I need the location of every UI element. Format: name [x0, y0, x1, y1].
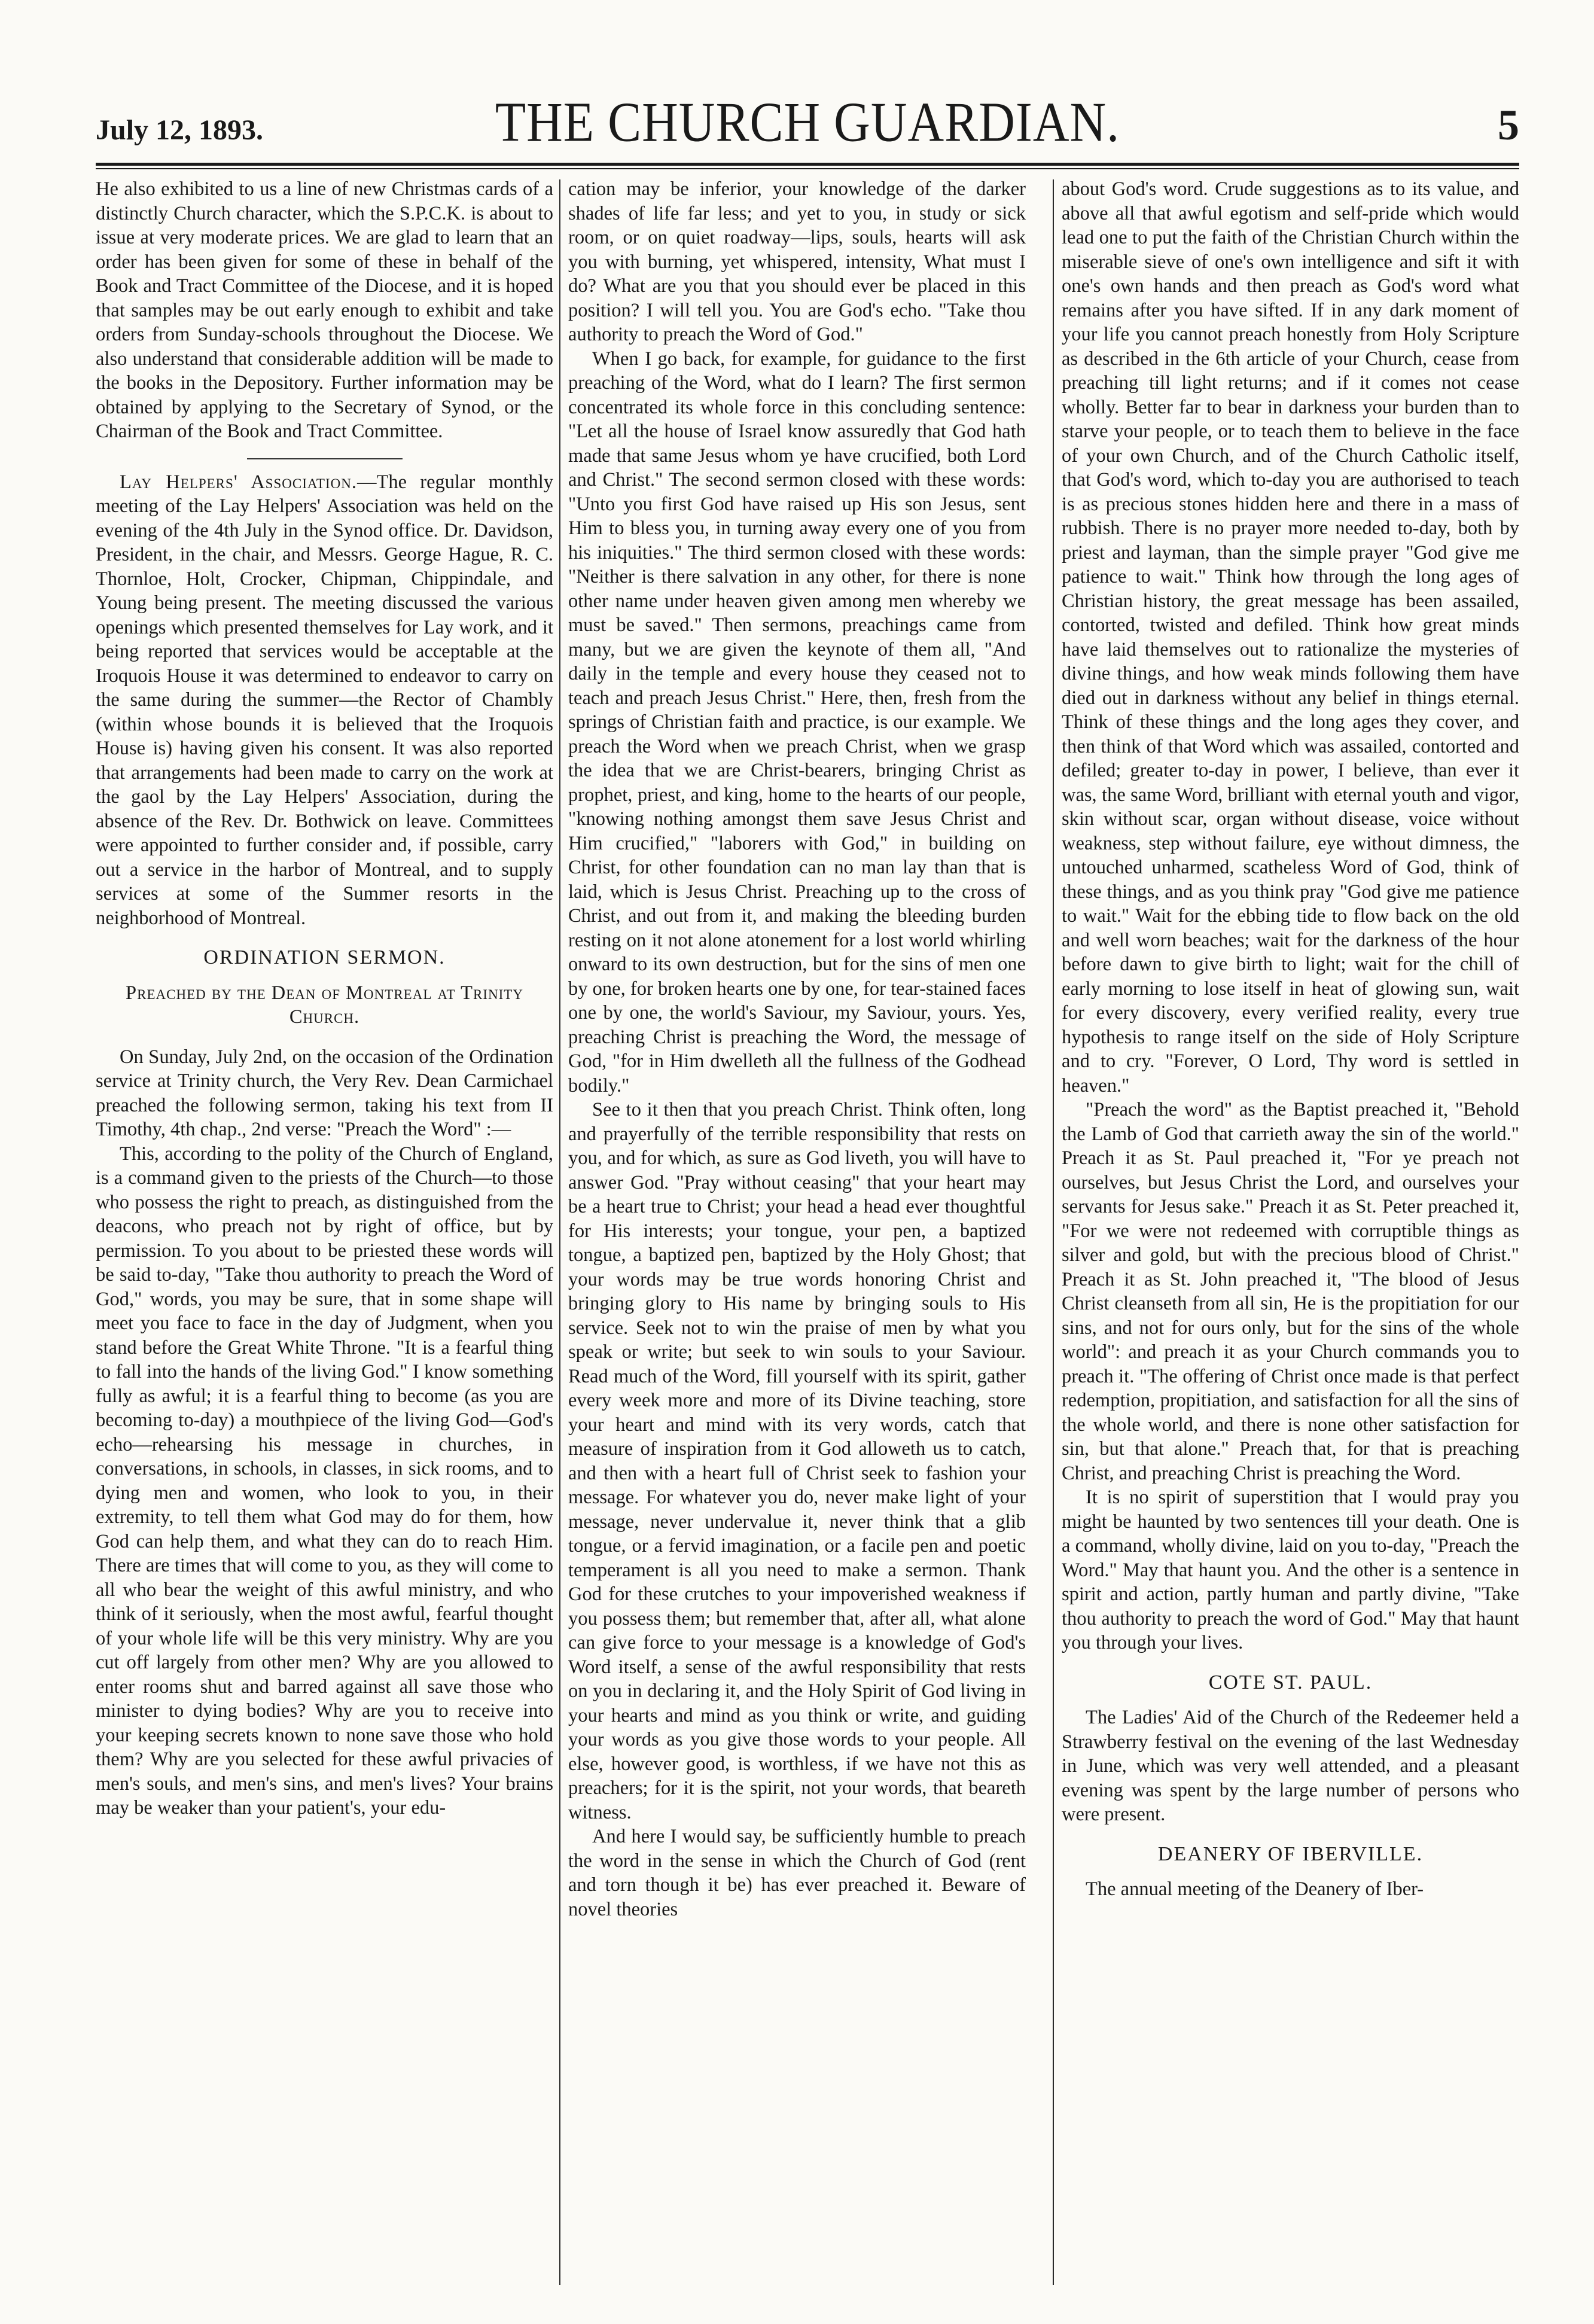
page-number: 5: [1498, 101, 1519, 149]
masthead-rule: [96, 163, 1519, 166]
article-heading: COTE ST. PAUL.: [1208, 1671, 1373, 1693]
article-subheading: Preached by the Dean of Montreal at Trinity Church.: [126, 982, 523, 1028]
issue-date: July 12, 1893.: [96, 114, 264, 146]
article-paragraph: cation may be inferior, your knowledge of the darker shades of life far less; and yet to you, in study or sick room, or on quiet roadway—lips, souls, hearts will ask you with burning, yet whispered, intensity, What must I do? What are you that you should ever be placed in this position? I will tell you. You are God's echo. "Take thou authority to preach the Word of God.": [568, 178, 1026, 345]
article-paragraph: On Sunday, July 2nd, on the occasion of the Ordination service at Trinity church, the Very Rev. Dean Carmichael preached the following sermon, taking his text from II Timothy, 4th chap., 2nd verse: "Preach the Word" :—: [96, 1046, 553, 1140]
article-paragraph: The annual meeting of the Deanery of Iber-: [1086, 1878, 1424, 1900]
article-paragraph: The Ladies' Aid of the Church of the Redeemer held a Strawberry festival on the evening of the last Wednesday in June, which was very well attended, and a pleasant evening was spent by the large number of persons who were present.: [1062, 1707, 1519, 1825]
section-rule: [247, 458, 403, 459]
column-1: [96, 177, 553, 2289]
article-paragraph: "Preach the word" as the Baptist preached it, "Behold the Lamb of God that carrieth away the sin of the world." Preach it as St. Paul preached it, "For ye preach not ourselves, but Jesus Christ the Lord, and ourselves your servants for Jesus sake." Preach it as St. Peter preached it, "For we were not redeemed with corruptible things as silver and gold, but with the precious blood of Christ." Preach it as St. John preached it, "The blood of Jesus Christ cleanseth from all sin, He is the propitiation for our sins, and not for ours only, but for the sins of the whole world": and preach it as your Church commands you to preach it. "The offering of Christ once made is that perfect redemption, propitiation, and satisfaction for all the sins of the whole world, and there is none other satisfaction for sin, but that alone." Preach that, for that is preaching Christ, and preaching Christ is preaching the Word.: [1062, 1099, 1519, 1484]
article-paragraph: And here I would say, be sufficiently humble to preach the word in the sense in which the Church of God (rent and torn though it be) has ever preached it. Beware of novel theories: [568, 1826, 1026, 1920]
article-paragraph: This, according to the polity of the Church of England, is a command given to the priests of the Church—to those who possess the right to preach, as distinguished from the deacons, who preach not by right of office, but by permission. To you about to be priested these words will be said to-day, "Take thou authority to preach the Word of God," words, you may be sure, that in some shape will meet you face to face in the day of Judgment, when you stand before the Great White Throne. "It is a fearful thing to fall into the hands of the living God." I know something fully as awful; it is a fearful thing to become (as you are becoming to-day) a mouthpiece of the living God—God's echo—rehearsing his message in churches, in conversations, in schools, in classes, in sick rooms, and to dying men and women, who look to you, in their extremity, to tell them what God may do for them, how God can help them, and what they can do to reach Him. There are times that will come to you, as they will come to all who bear the weight of this awful ministry, and who think of it seriously, when the most awful, fearful thought of your whole life will be this very ministry. Why are you cut off largely from other men? Why are you allowed to enter rooms shut and barred against all save those who minister to dying bodies? Why are you to receive into your keeping secrets known to none save those who hold them? Why are you selected for these awful privacies of men's souls, and men's sins, and men's lives? Your brains may be weaker than your patient's, your edu-: [96, 1143, 553, 1819]
article-heading: DEANERY OF IBERVILLE.: [1157, 1842, 1424, 1865]
article-paragraph: When I go back, for example, for guidance to the first preaching of the Word, what do I learn? The first sermon concentrated its whole force in this concluding sentence: "Let all the house of Israel know assuredly that God hath made that same Jesus whom ye have crucified, both Lord and Christ." The second sermon closed with these words: "Unto you first God have raised up His son Jesus, sent Him to bless you, in turning away every one of you from his iniquities." The third sermon closed with these words: "Neither is there salvation in any other, for there is none other name under heaven given among men whereby we must be saved." Then sermons, preachings came from many, but we are given the keynote of them all, "And daily in the temple and every house they ceased not to teach and preach Jesus Christ." Here, then, fresh from the springs of Christian faith and practice, is our example. We preach the Word when we preach Christ, when we grasp the idea that we are Christ-bearers, bringing Christ as prophet, priest, and king, home to the hearts of our people, "knowing nothing amongst them save Jesus Christ and Him crucified," "laborers with God," in building on Christ, for other foundation can no man lay than that is laid, which is Jesus Christ. Preaching up to the cross of Christ, and out from it, and making the bleeding burden resting on it not alone atonement for a lost world whirling onward to its own destruction, but for the sins of men one by one, for broken hearts one by one, for tear-stained faces one by one, the world's Saviour, my Saviour, yours. Yes, preaching Christ is preaching the Word, the message of God, "for in Him dwelleth all the fullness of the Godhead bodily.": [568, 348, 1026, 1096]
article-heading: ORDINATION SERMON.: [203, 946, 446, 968]
column-divider: [559, 179, 560, 2285]
masthead: [96, 90, 1519, 156]
column-divider: [1053, 179, 1054, 2285]
column-2: [568, 177, 1026, 2289]
article-paragraph: It is no spirit of superstition that I would pray you might be haunted by two sentences till your death. One is a command, wholly divine, laid on you to-day, "Preach the Word." May that haunt you. And the other is a sentence in spirit and action, partly human and partly divine, "Take thou authority to preach the word of God." May that haunt you through your lives.: [1062, 1487, 1519, 1653]
article-paragraph: He also exhibited to us a line of new Christmas cards of a distinctly Church character, which the S.P.C.K. is about to issue at very moderate prices. We are glad to learn that an order has been given for some of these in behalf of the Book and Tract Committee of the Diocese, and it is hoped that samples may be out early enough to exhibit and take orders from Sunday-schools throughout the Diocese. We also understand that considerable addition will be made to the books in the Depository. Further information may be obtained by applying to the Secretary of Synod, or the Chairman of the Book and Tract Committee.: [96, 178, 553, 442]
article-paragraph: [96, 470, 553, 931]
masthead-rule-thin: [96, 168, 1519, 169]
section-lead: Lay Helpers' Association.: [120, 471, 357, 493]
article-paragraph: about God's word. Crude suggestions as to its value, and above all that awful egotism and self-pride which would lead one to put the faith of the Christian Church within the miserable sieve of one's own intelligence and sift it with one's own hands and then preach as God's word what remains after you have sifted. If in any dark moment of your life you cannot preach honestly from Holy Scripture as described in the 6th article of your Church, cease from preaching till light returns; and if it comes not cease wholly. Better far to bear in darkness your burden than to starve your people, or to teach them to believe in the face of your own Church, and of the Church Catholic itself, that God's word, which to-day you are authorised to teach is as precious stones hidden here and there in a mass of rubbish. There is no prayer more needed to-day, both by priest and layman, than the simple prayer "God give me patience to wait." Think how through the long ages of Christian history, the great message has been assailed, contorted, twisted and defiled. Think how great minds have laid themselves out to rationalize the mysteries of divine things, and how weak minds following them have died out in darkness without any belief in things eternal. Think of these things and the long ages they cover, and then think of that Word which was assailed, contorted and defiled; greater to-day in power, I believe, than ever it was, the same Word, brilliant with eternal youth and vigor, skin without scar, organ without disease, voice without weakness, step without failure, eye without dimness, the untouched unharmed, scatheless Word of God, think of these things, and as you think pray "God give me patience to wait." Wait for the ebbing tide to flow back on the old and well worn beaches; wait for the darkness of the hour before dawn to give birth to light; wait for the chill of early morning to lose itself in heat of glowing sun, wait for every discovery, every verified reality, every true hypothesis to range itself on the side of Holy Scripture and to cry. "Forever, O Lord, Thy word is settled in heaven.": [1062, 178, 1519, 1096]
column-3: [1062, 177, 1519, 2289]
newspaper-title: THE CHURCH GUARDIAN.: [495, 91, 1120, 154]
article-paragraph: See to it then that you preach Christ. Think often, long and prayerfully of the terrible responsibility that rests on you, and for which, as sure as God liveth, you will have to answer God. "Pray without ceasing" that your heart may be a heart true to Christ; your head a head ever thoughtful for His interests; your tongue, your pen, a baptized tongue, a baptized pen, baptized by the Holy Ghost; that your words may be true words honoring Christ and bringing glory to His name by bringing souls to His service. Seek not to win the praise of men by what you speak or write; but seek to win souls to your Saviour. Read much of the Word, fill yourself with its spirit, gather every week more and more of its Divine teaching, store your heart and mind with its very words, catch that measure of inspiration from it God alloweth us to catch, and then with a heart full of Christ seek to fashion your message. For whatever you do, never make light of your message, never undervalue it, never think that a glib tongue, or a fervid imagination, or a facile pen and poetic temperament is all you need to make a sermon. Thank God for these crutches to your impoverished weakness if you possess them; but remember that, after all, what alone can give force to your message is a knowledge of God's Word itself, a sense of the awful responsibility that rests on you in declaring it, and the Holy Spirit of God living in your hearts and mind as you think or write, and guiding your words as you give those words to your people. All else, however good, is worthless, if we have not this as preachers; for it is the spirit, not your words, that beareth witness.: [568, 1099, 1026, 1823]
paragraph-text: —The regular monthly meeting of the Lay Helpers' Association was held on the evening of the 4th July in the Synod office. Dr. Davidson, President, in the chair, and Messrs. George Hague, R. C. Thornloe, Holt, Crocker, Chipman, Chippindale, and Young being present. The meeting discussed the various openings which presented themselves for Lay work, and it being reported that services would be acceptable at the Iroquois House it was determined to endeavor to carry on the same during the summer—the Rector of Chambly (within whose bounds it is believed that the Iroquois House is) having given his consent. It was also reported that arrangements had been made to carry on the work at the gaol by the Lay Helpers' Association, during the absence of the Rev. Dr. Bothwick on leave. Committees were appointed to further consider and, if possible, carry out a service in the harbor of Montreal, and to supply services at some of the Summer resorts in the neighborhood of Montreal.: [96, 471, 553, 929]
